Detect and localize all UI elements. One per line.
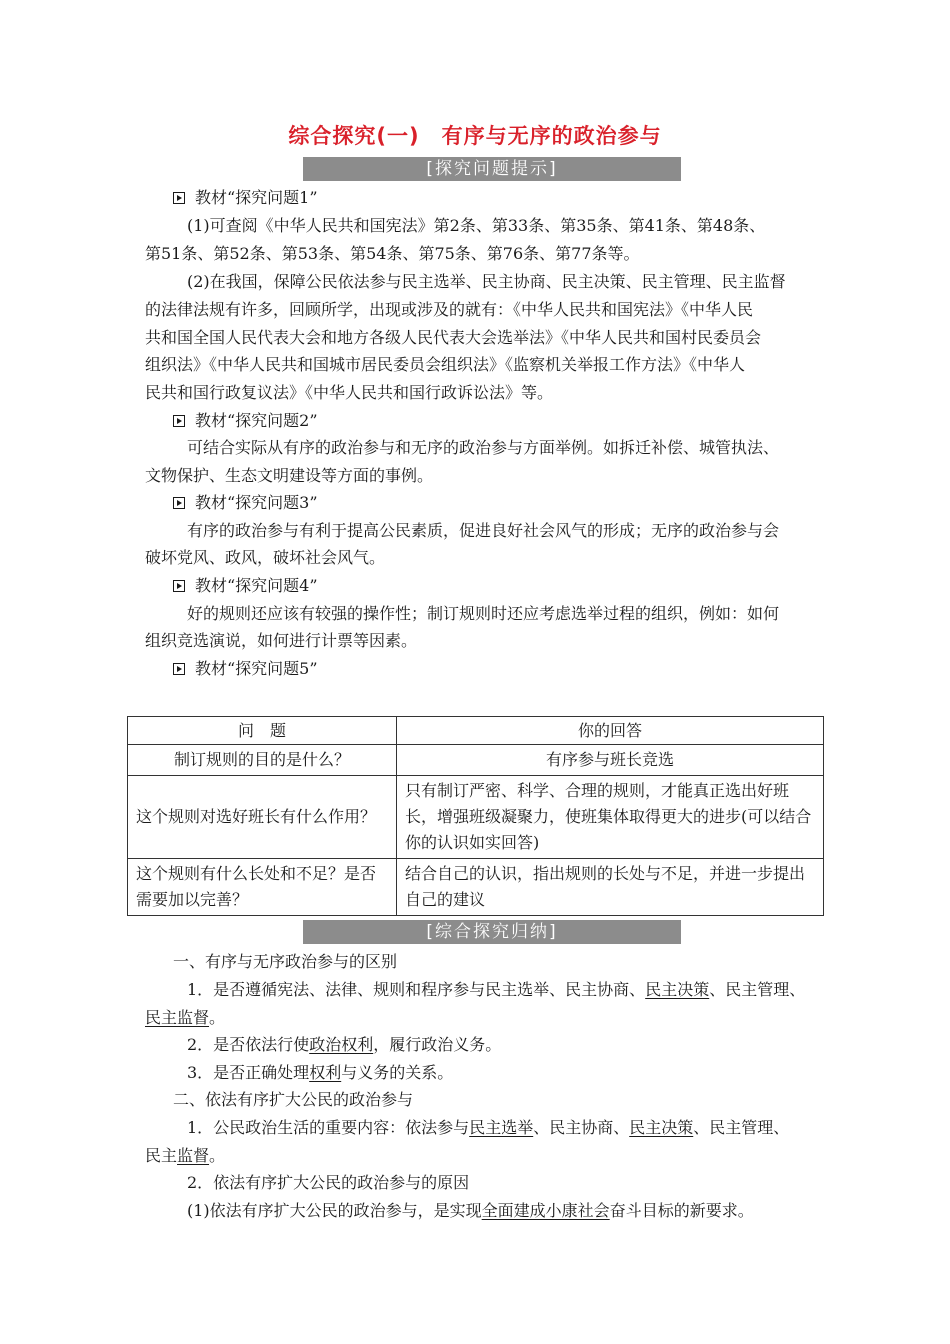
underlined-answer: 全面建成小康社会 — [481, 1201, 610, 1220]
text-line: 民共和国行政复议法》《中华人民共和国行政诉讼法》等。 — [145, 383, 554, 402]
text-line: (1)依法有序扩大公民的政治参与，是实现全面建成小康社会奋斗目标的新要求。 — [187, 1201, 754, 1220]
summary-heading-2: 二、依法有序扩大公民的政治参与 — [173, 1090, 414, 1109]
question-2-heading: 教材“探究问题2” — [173, 411, 843, 431]
question-4-heading: 教材“探究问题4” — [173, 576, 843, 596]
text-line: 民主监督。 — [145, 1146, 226, 1165]
table-cell-question: 制订规则的目的是什么？ — [128, 745, 397, 776]
table-cell-question: 这个规则对选好班长有什么作用？ — [128, 776, 397, 859]
table-row — [128, 745, 824, 776]
underlined-answer: 民主监督 — [145, 1008, 210, 1027]
underlined-answer: 监督 — [177, 1146, 210, 1165]
text-line: 第51条、第52条、第53条、第54条、第75条、第76条、第77条等。 — [145, 244, 640, 263]
text-line: 组织法》《中华人民共和国城市居民委员会组织法》《监察机关举报工作方法》《中华人 — [145, 355, 746, 374]
text-line: 共和国全国人民代表大会和地方各级人民代表大会选举法》《中华人民共和国村民委员会 — [145, 328, 762, 347]
text-line: 3．是否正确处理权利与义务的关系。 — [187, 1063, 454, 1082]
summary-heading-1: 一、有序与无序政治参与的区别 — [173, 952, 398, 971]
underlined-answer: 民主选举 — [469, 1118, 534, 1137]
text-line: 文物保护、生态文明建设等方面的事例。 — [145, 466, 434, 485]
text-line: 1．是否遵循宪法、法律、规则和程序参与民主选举、民主协商、民主决策、民主管理、 — [187, 980, 806, 999]
underlined-answer: 民主决策 — [645, 980, 710, 999]
section-banner-summary: [综合探究归纳] — [303, 920, 681, 944]
question-3-heading: 教材“探究问题3” — [173, 493, 843, 513]
text-line: 破坏党风、政风，破坏社会风气。 — [145, 548, 386, 567]
answer-table — [127, 716, 824, 916]
table-row — [128, 776, 824, 859]
text-line: 1．公民政治生活的重要内容：依法参与民主选举、民主协商、民主决策、民主管理、 — [187, 1118, 790, 1137]
table-header-answer: 你的回答 — [397, 717, 824, 745]
table-row — [128, 859, 824, 916]
text-line: (1)可查阅《中华人民共和国宪法》第2条、第33条、第35条、第41条、第48条、 — [187, 216, 766, 235]
table-cell-answer: 只有制订严密、科学、合理的规则，才能真正选出好班长，增强班级凝聚力，使班集体取得更大的进步(可以结合你的认识如实回答) — [397, 776, 824, 859]
text-line: 好的规则还应该有较强的操作性；制订规则时还应考虑选举过程的组织，例如：如何 — [187, 604, 780, 623]
underlined-answer: 政治权利 — [309, 1035, 374, 1054]
table-cell-question: 这个规则有什么长处和不足？是否需要加以完善？ — [128, 859, 397, 916]
play-marker-icon — [173, 663, 185, 675]
section-banner-hints: [探究问题提示] — [303, 157, 681, 181]
table-header-question: 问 题 — [128, 717, 397, 745]
table-cell-answer: 结合自己的认识，指出规则的长处与不足，并进一步提出自己的建议 — [397, 859, 824, 916]
page-title: 综合探究(一) 有序与无序的政治参与 — [288, 124, 662, 148]
table-header-row — [128, 717, 824, 745]
text-line: (2)在我国，保障公民依法参与民主选举、民主协商、民主决策、民主管理、民主监督 — [187, 272, 786, 291]
table-cell-answer: 有序参与班长竞选 — [397, 745, 824, 776]
text-line: 民主监督。 — [145, 1008, 226, 1027]
text-line: 组织竞选演说，如何进行计票等因素。 — [145, 631, 418, 650]
text-line: 有序的政治参与有利于提高公民素质，促进良好社会风气的形成；无序的政治参与会 — [187, 521, 780, 540]
question-5-heading: 教材“探究问题5” — [173, 659, 843, 679]
underlined-answer: 权利 — [309, 1063, 342, 1082]
play-marker-icon — [173, 497, 185, 509]
text-line: 2．是否依法行使政治权利，履行政治义务。 — [187, 1035, 502, 1054]
text-line: 2．依法有序扩大公民的政治参与的原因 — [187, 1173, 470, 1192]
question-1-heading: 教材“探究问题1” — [173, 188, 843, 208]
play-marker-icon — [173, 415, 185, 427]
play-marker-icon — [173, 580, 185, 592]
text-line: 可结合实际从有序的政治参与和无序的政治参与方面举例。如拆迁补偿、城管执法、 — [187, 438, 780, 457]
underlined-answer: 民主决策 — [629, 1118, 694, 1137]
play-marker-icon — [173, 192, 185, 204]
text-line: 的法律法规有许多，回顾所学，出现或涉及的就有：《中华人民共和国宪法》《中华人民 — [145, 300, 754, 319]
